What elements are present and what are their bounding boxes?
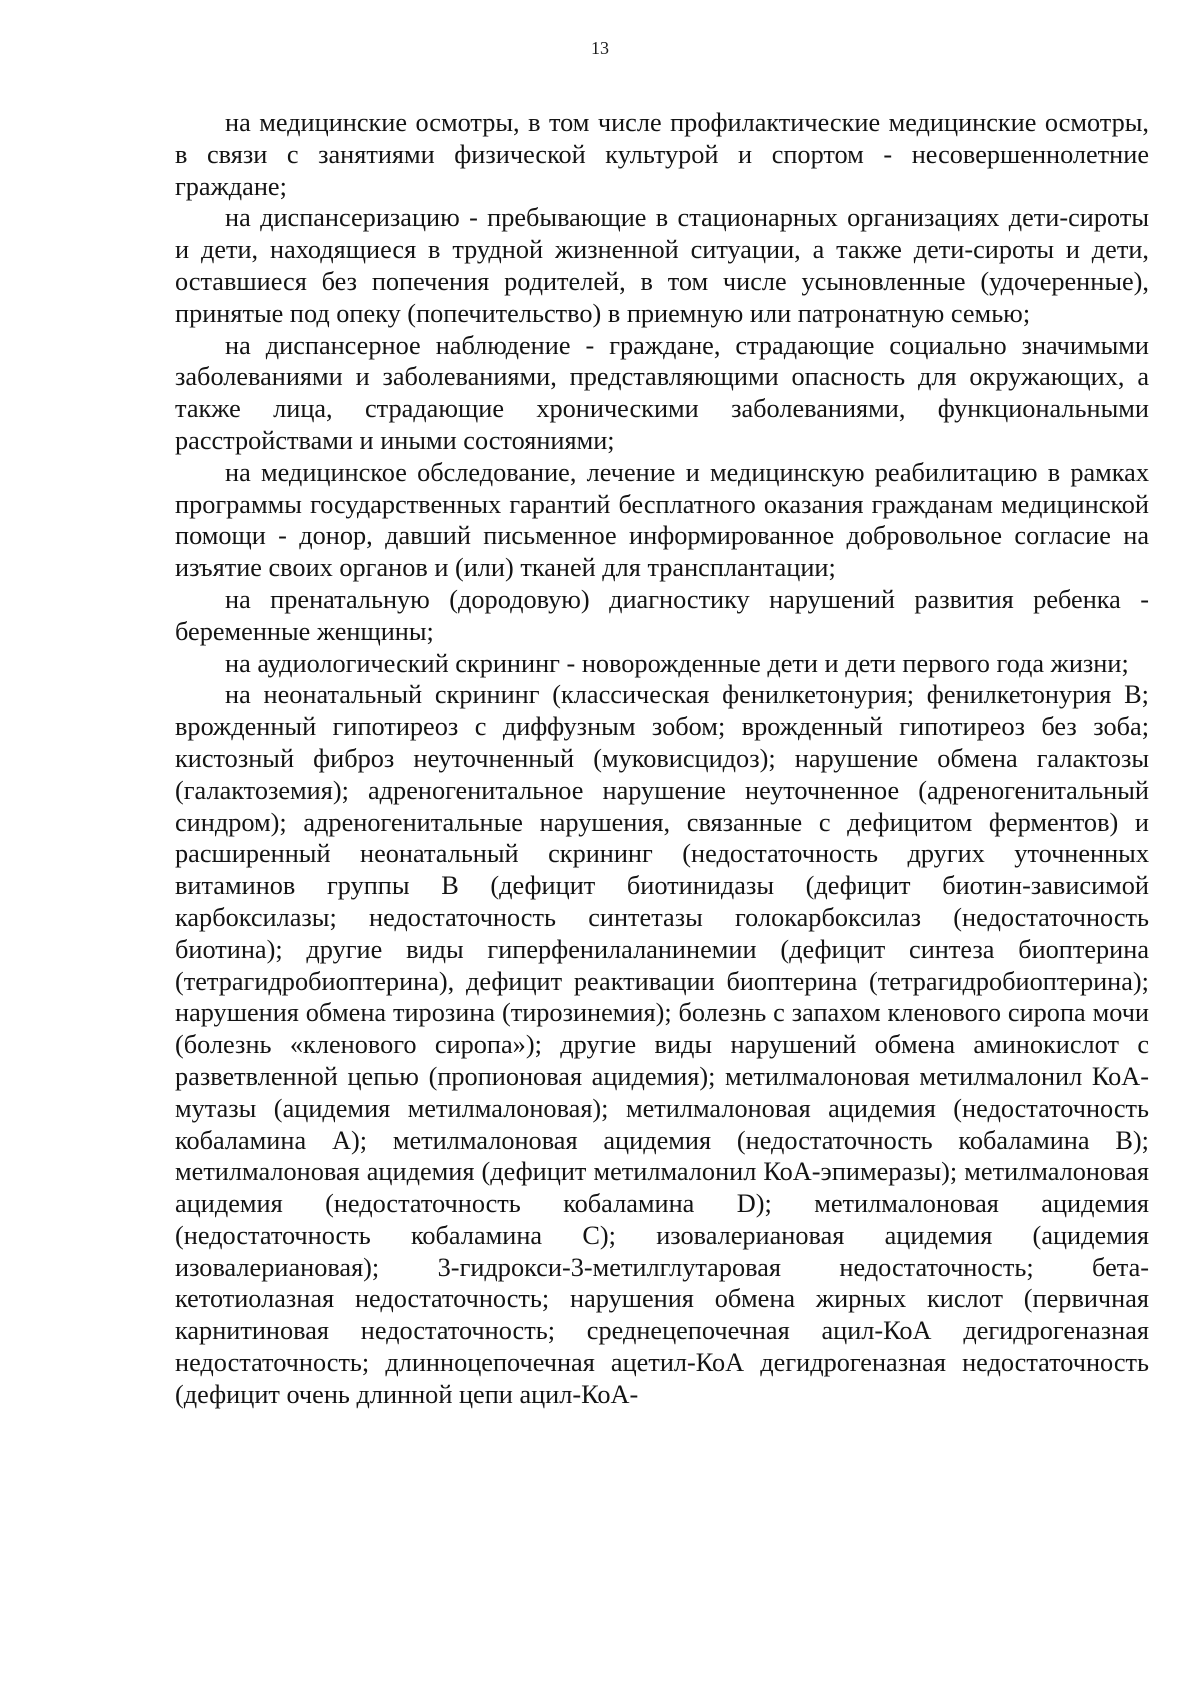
body-text xyxy=(175,107,1149,1411)
paragraph-neonatal-screening: на неонатальный скрининг (классическая фенилкетонурия; фенилкетонурия В; врожденный гипотиреоз с диффузным зобом; врожденный гипотиреоз без зоба; кистозный фиброз неуточненный (муковисцидоз); нарушение обмена галактозы (галактоземия); адреногенитальное нарушение неуточненное (адреногенитальный синдром); адреногенитальные нарушения, связанные с дефицитом ферментов) и расширенный неонатальный скрининг (недостаточность других уточненных витаминов группы В (дефицит биотинидазы (дефицит биотин-зависимой карбоксилазы; недостаточность синтетазы голокарбоксилаз (недостаточность биотина); другие виды гиперфенилаланинемии (дефицит синтеза биоптерина (тетрагидробиоптерина), дефицит реактивации биоптерина (тетрагидробиоптерина); нарушения обмена тирозина (тирозинемия); болезнь с запахом кленового сиропа мочи (болезнь «кленового сиропа»); другие виды нарушений обмена аминокислот с разветвленной цепью (пропионовая ацидемия); метилмалоновая метилмалонил КоА-мутазы (ацидемия метилмалоновая); метилмалоновая ацидемия (недостаточность кобаламина А); метилмалоновая ацидемия (недостаточность кобаламина В); метилмалоновая ацидемия (дефицит метилмалонил КоА-эпимеразы); метилмалоновая ацидемия (недостаточность кобаламина D); метилмалоновая ацидемия (недостаточность кобаламина С); изовалериановая ацидемия (ацидемия изовалериановая); 3-гидрокси-3-метилглутаровая недостаточность; бета-кетотиолазная недостаточность; нарушения обмена жирных кислот (первичная карнитиновая недостаточность; среднецепочечная ацил-КоА дегидрогеназная недостаточность; длинноцепочечная ацетил-КоА дегидрогеназная недостаточность (дефицит очень длинной цепи ацил-КоА- xyxy=(175,680,1149,1409)
paragraph-dispensarization: на диспансеризацию - пребывающие в стационарных организациях дети-сироты и дети, находящиеся в трудной жизненной ситуации, а также дети-сироты и дети, оставшиеся без попечения родителей, в том числе усыновленные (удочеренные), принятые под опеку (попечительство) в приемную или патронатную семью; xyxy=(175,203,1149,328)
paragraph-medical-exams: на медицинские осмотры, в том числе профилактические медицинские осмотры, в связи с занятиями физической культурой и спортом - несовершеннолетние граждане; xyxy=(175,108,1149,201)
paragraph-audiological-screening: на аудиологический скрининг - новорожденные дети и дети первого года жизни; xyxy=(225,648,1129,678)
paragraph-prenatal-diagnostics: на пренатальную (дородовую) диагностику нарушений развития ребенка - беременные женщины; xyxy=(175,584,1149,646)
page-number: 13 xyxy=(591,38,609,58)
paragraph-dispensary-observation: на диспансерное наблюдение - граждане, страдающие социально значимыми заболеваниями и заболеваниями, представляющими опасность для окружающих, а также лица, страдающие хроническими заболеваниями, функциональными расстройствами и иными состояниями; xyxy=(175,330,1149,455)
paragraph-donor-examination: на медицинское обследование, лечение и медицинскую реабилитацию в рамках программы государственных гарантий бесплатного оказания гражданам медицинской помощи - донор, давший письменное информированное добровольное согласие на изъятие своих органов и (или) тканей для трансплантации; xyxy=(175,457,1149,583)
